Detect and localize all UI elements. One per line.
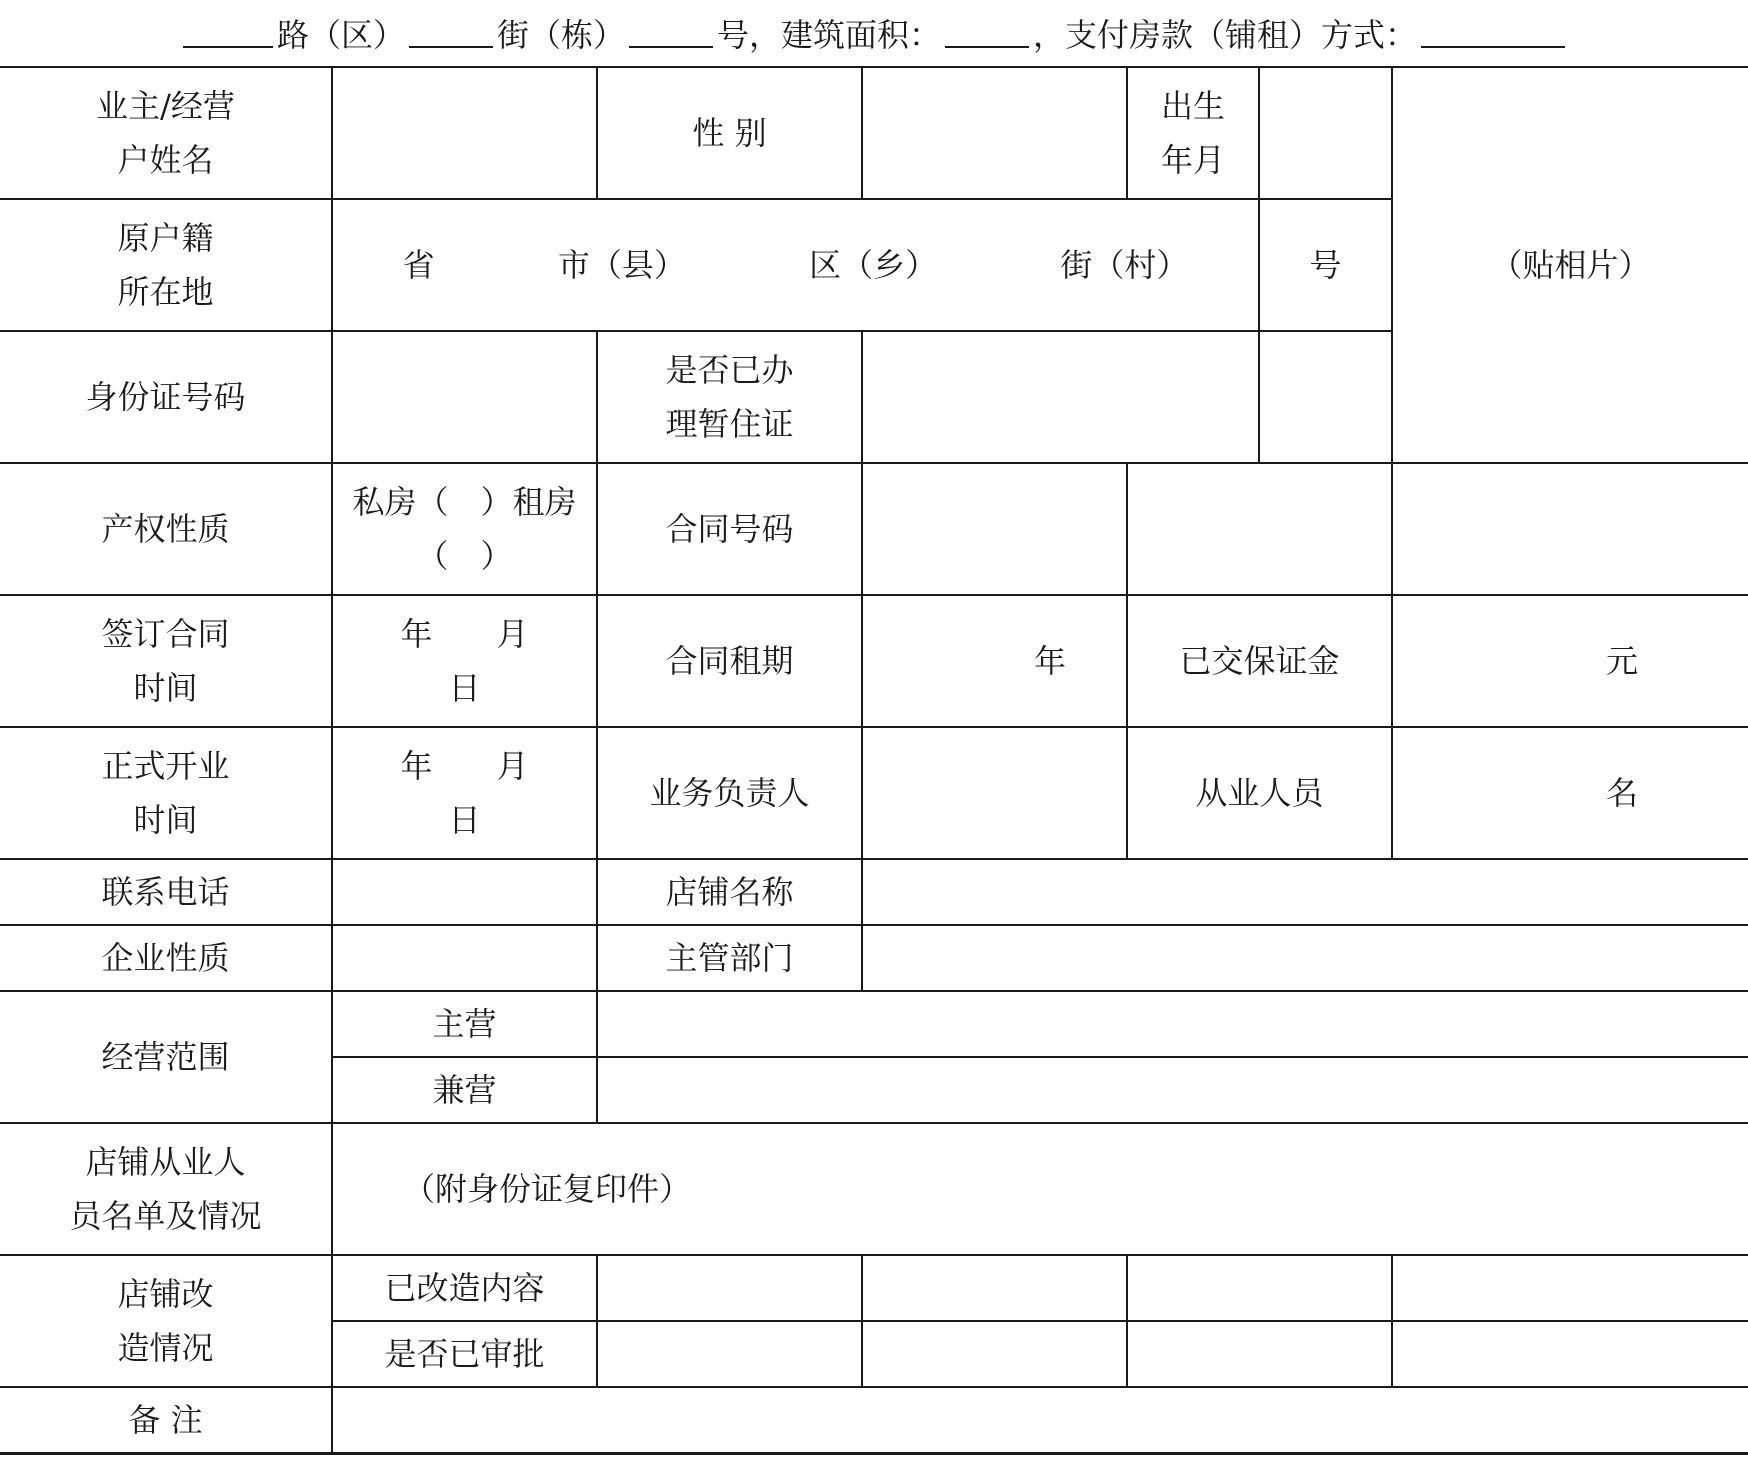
registration-form-table [0,66,1748,1455]
owner-name-label: 业主/经营 户姓名 [0,67,332,199]
phone-field[interactable] [332,859,597,925]
origin-province: 省 [402,246,435,284]
owner-name-field[interactable] [332,67,597,199]
number-blank[interactable] [629,46,713,48]
open-date-row [0,727,1748,859]
origin-label: 原户籍 所在地 [0,199,332,331]
deposit-label: 已交保证金 [1127,595,1392,727]
department-field[interactable] [862,925,1748,991]
payment-blank[interactable] [1421,46,1565,48]
sign-date-label: 签订合同 时间 [0,595,332,727]
open-date-label: 正式开业 时间 [0,727,332,859]
manager-label: 业务负责人 [597,727,862,859]
id-field[interactable] [332,331,597,463]
scope-label: 经营范围 [0,991,332,1123]
renovated-row [0,1255,1748,1321]
enterprise-row [0,925,1748,991]
number-area-label: 号，建筑面积： [717,16,942,54]
open-date-field[interactable]: 年 月 日 [332,727,597,859]
temp-permit-field[interactable] [862,331,1259,463]
property-label: 产权性质 [0,463,332,595]
contract-no-field-3[interactable] [1392,463,1748,595]
scope-main-field[interactable] [597,991,1748,1057]
phone-row [0,859,1748,925]
birth-label: 出生 年月 [1127,67,1259,199]
renovated-field-3[interactable] [1127,1255,1392,1321]
renovated-label: 已改造内容 [332,1255,597,1321]
temp-permit-label: 是否已办 理暂住证 [597,331,862,463]
staff-list-row [0,1123,1748,1255]
staff-count-label: 从业人员 [1127,727,1392,859]
id-extra-field[interactable] [1259,331,1392,463]
payment-label: ，支付房款（铺租）方式： [1033,16,1418,54]
staff-list-field[interactable] [332,1123,1748,1255]
lease-term-label: 合同租期 [597,595,862,727]
staff-list-label: 店铺从业人 员名单及情况 [0,1123,332,1255]
origin-city: 市（县） [557,246,686,284]
staff-count-field[interactable]: 名 [1392,727,1748,859]
approved-field-4[interactable] [1392,1321,1748,1387]
remarks-label: 备 注 [0,1387,332,1453]
renovated-field-2[interactable] [862,1255,1127,1321]
birth-field[interactable] [1259,67,1392,199]
approved-label: 是否已审批 [332,1321,597,1387]
enterprise-label: 企业性质 [0,925,332,991]
sign-date-row [0,595,1748,727]
photo-box[interactable]: （贴相片） [1392,67,1748,463]
sign-date-field[interactable]: 年 月 日 [332,595,597,727]
staff-list-note: （附身份证复印件） [403,1170,692,1208]
scope-side-label: 兼营 [332,1057,597,1123]
origin-street: 街（村） [1060,246,1189,284]
renovated-field-4[interactable] [1392,1255,1748,1321]
shop-name-field[interactable] [862,859,1748,925]
phone-label: 联系电话 [0,859,332,925]
remarks-row [0,1387,1748,1453]
scope-side-field[interactable] [597,1057,1748,1123]
contract-no-field-2[interactable] [1127,463,1392,595]
department-label: 主管部门 [597,925,862,991]
deposit-field[interactable]: 元 [1392,595,1748,727]
origin-field[interactable] [332,199,1259,331]
street-label: 街（栋） [496,16,625,54]
origin-number[interactable]: 号 [1259,199,1392,331]
approved-field-3[interactable] [1127,1321,1392,1387]
scope-main-label: 主营 [332,991,597,1057]
gender-label: 性 别 [597,67,862,199]
origin-district: 区（乡） [809,246,938,284]
gender-field[interactable] [862,67,1127,199]
renovated-field-1[interactable] [597,1255,862,1321]
road-blank[interactable] [183,46,273,48]
remarks-field[interactable] [332,1387,1748,1453]
id-label: 身份证号码 [0,331,332,463]
owner-row [0,67,1748,199]
property-row [0,463,1748,595]
approved-field-2[interactable] [862,1321,1127,1387]
contract-no-field[interactable] [862,463,1127,595]
renovation-label: 店铺改 造情况 [0,1255,332,1387]
property-options[interactable]: 私房（ ）租房 （ ） [332,463,597,595]
road-label: 路（区） [276,16,405,54]
scope-main-row [0,991,1748,1057]
form-header [0,0,1748,66]
contract-no-label: 合同号码 [597,463,862,595]
lease-term-field[interactable]: 年 [862,595,1127,727]
shop-name-label: 店铺名称 [597,859,862,925]
manager-field[interactable] [862,727,1127,859]
approved-field-1[interactable] [597,1321,862,1387]
area-blank[interactable] [945,46,1029,48]
enterprise-field[interactable] [332,925,597,991]
street-blank[interactable] [409,46,493,48]
